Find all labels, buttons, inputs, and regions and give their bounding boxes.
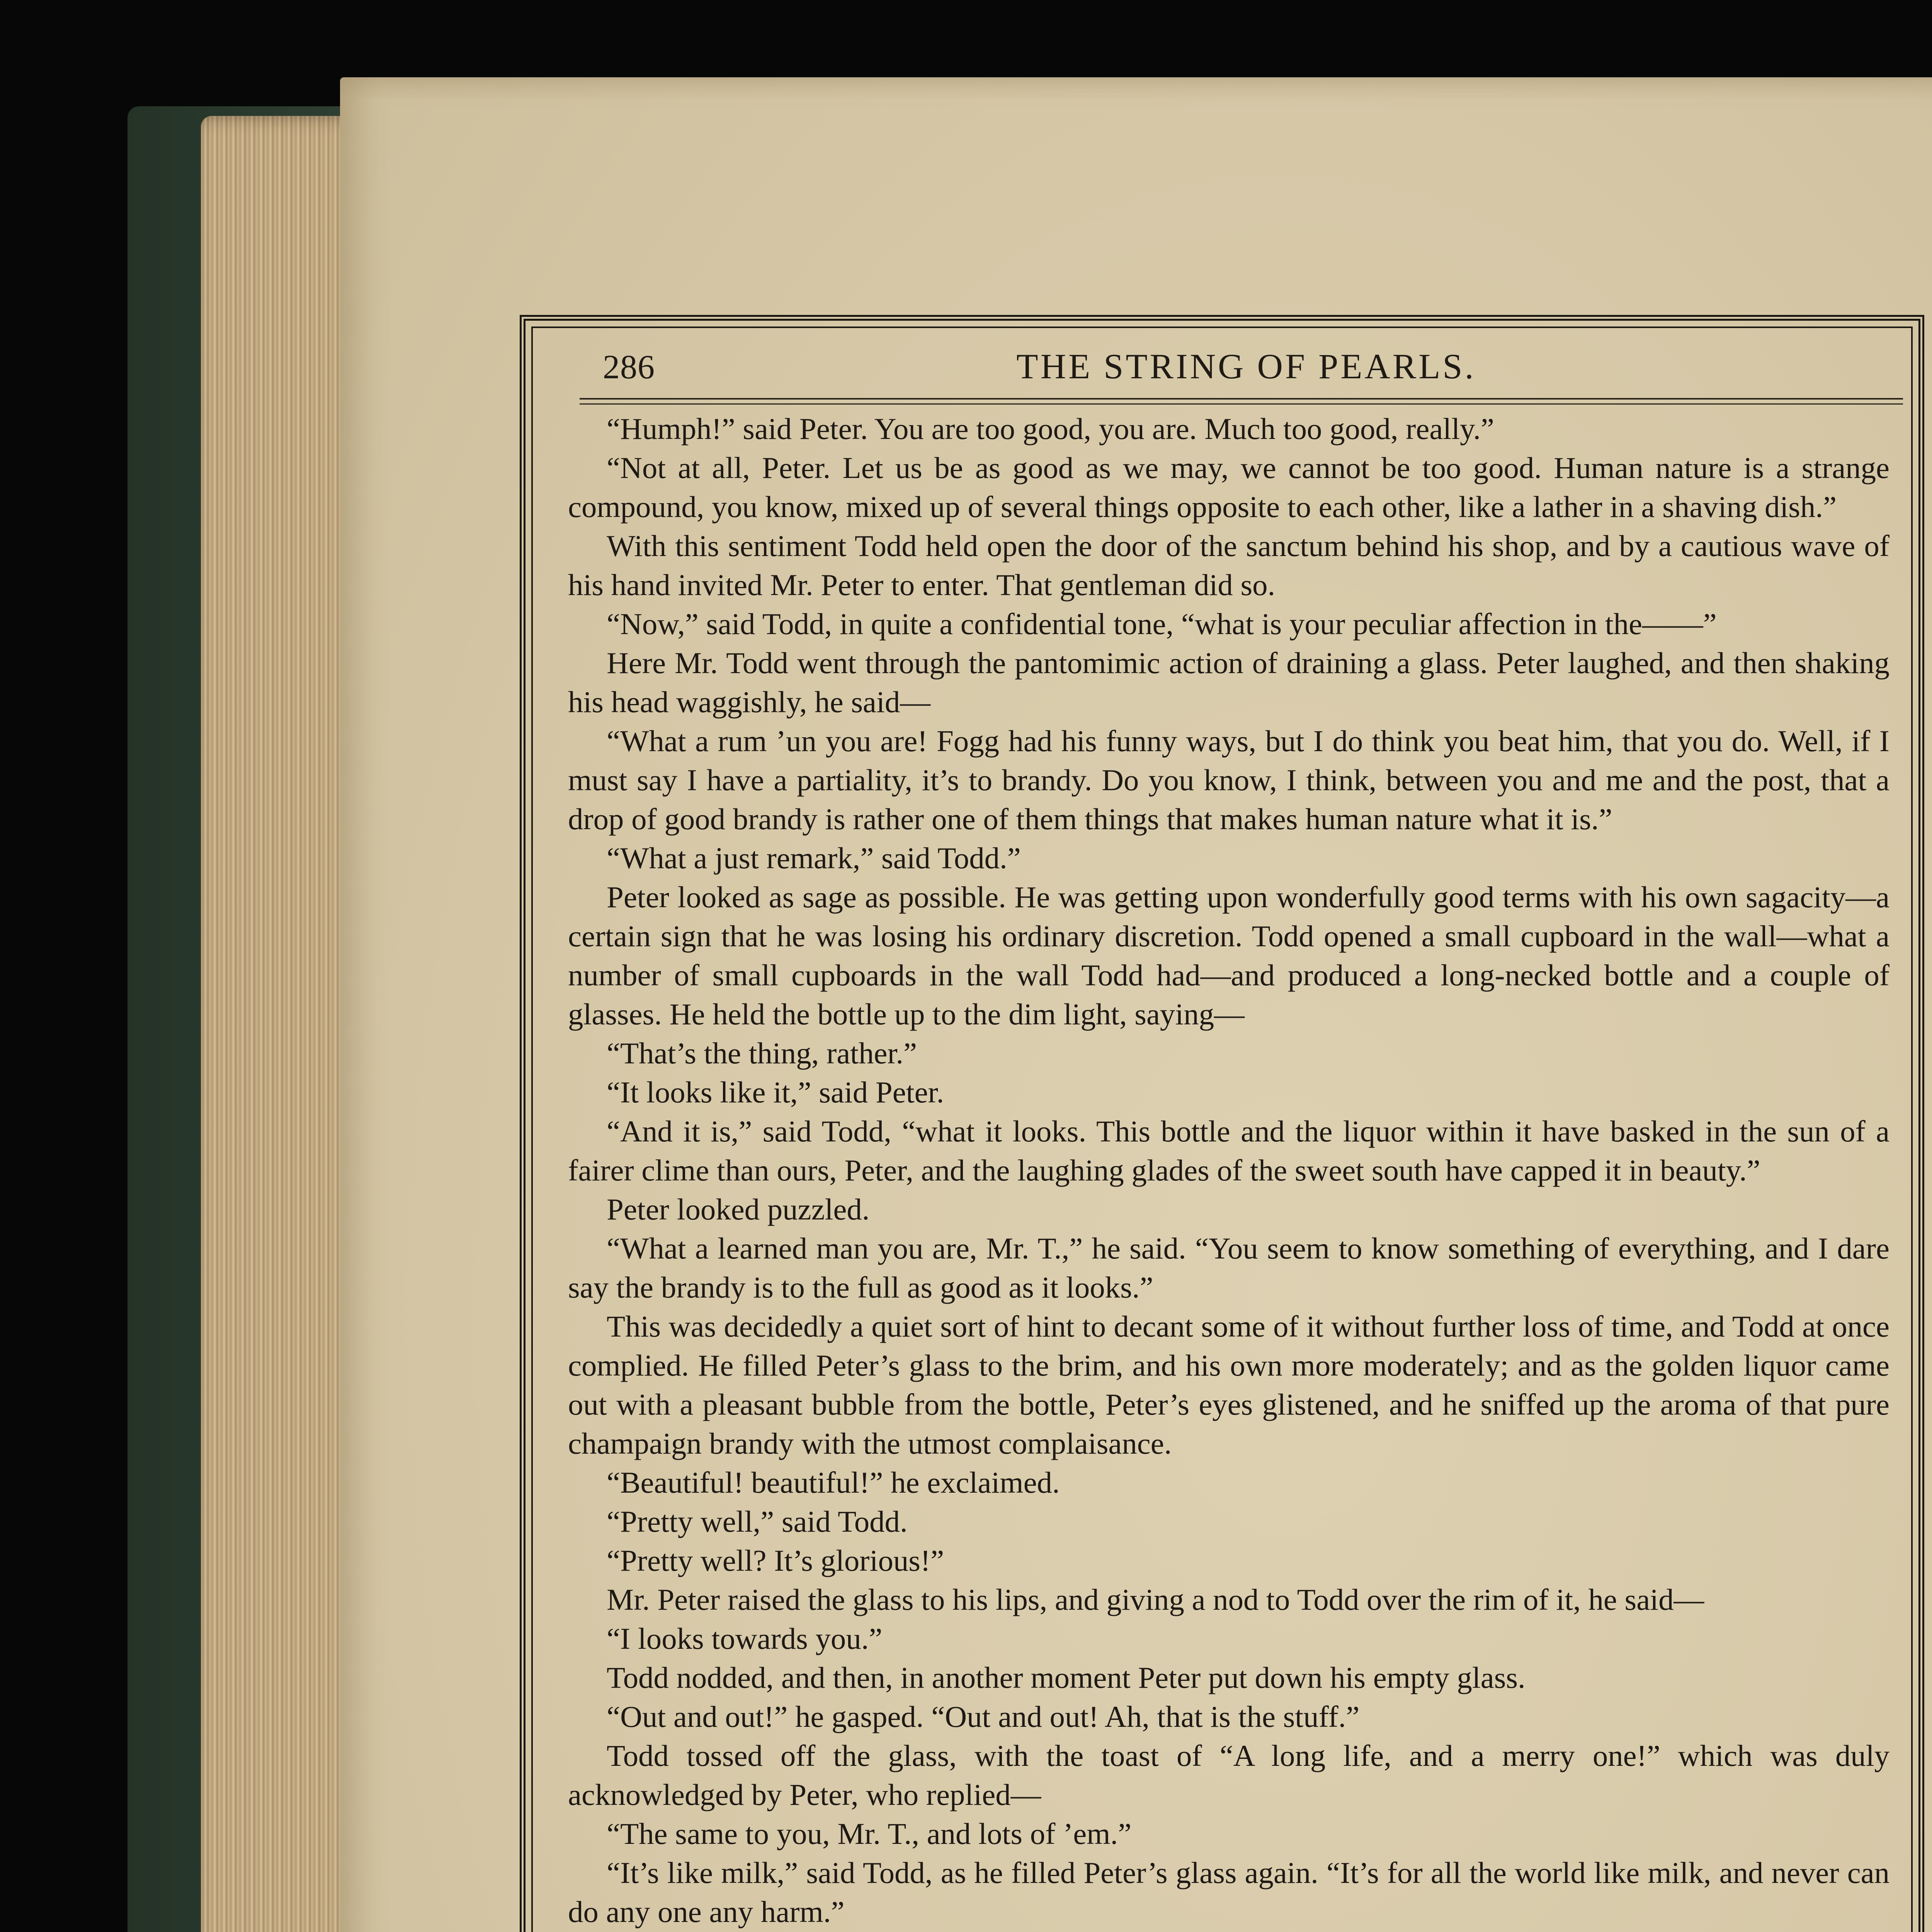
running-title: THE STRING OF PEARLS. <box>1016 347 1476 386</box>
header-rule <box>580 398 1903 405</box>
paragraph: “Beautiful! beautiful!” he exclaimed. <box>607 1466 1060 1500</box>
paragraph: With this sentiment Todd held open the door of the sanctum behind his shop, and by a cautious wave of his hand invited Mr. Peter to enter. That gentleman did so. <box>568 529 1889 602</box>
paragraph: Todd nodded, and then, in another moment Peter put down his empty glass. <box>607 1661 1526 1695</box>
paragraph: “Out and out!” he gasped. “Out and out! Ah, that is the stuff.” <box>607 1700 1360 1734</box>
paragraph: “The same to you, Mr. T., and lots of ’em.” <box>607 1817 1132 1851</box>
paragraph: “Now,” said Todd, in quite a confidential tone, “what is your peculiar affection in the——” <box>607 607 1717 641</box>
paragraph: “What a learned man you are, Mr. T.,” he said. “You seem to know something of everything, and I dare say the brandy is to the full as good as it looks.” <box>568 1232 1889 1304</box>
paragraph: “What a just remark,” said Todd.” <box>607 842 1021 875</box>
paragraph: Here Mr. Todd went through the pantomimic action of draining a glass. Peter laughed, and then shaking his head waggishly, he said— <box>568 646 1889 719</box>
paragraph: Peter looked as sage as possible. He was getting upon wonderfully good terms with his own sagacity—a certain sign that he was losing his ordinary discretion. Todd opened a small cupboard in the wall—what a number of small cupboards in the wall Todd had—and produced a long-necked bottle and a couple of glasses. He held the bottle up to the dim light, saying— <box>568 881 1889 1031</box>
paragraph: Mr. Peter raised the glass to his lips, and giving a nod to Todd over the rim of it, he said— <box>607 1583 1704 1617</box>
paragraph: “Pretty well? It’s glorious!” <box>607 1544 944 1578</box>
body-text <box>568 410 1889 1932</box>
paragraph: “It looks like it,” said Peter. <box>607 1076 944 1109</box>
page-number: 286 <box>603 349 655 386</box>
paragraph: “What a rum ’un you are! Fogg had his funny ways, but I do think you beat him, that you do. Well, if I must say I have a partiality, it’s to brandy. Do you know, I think, between you and me and the post, that a drop of good brandy is rather one of them things that makes human nature what it is.” <box>568 724 1889 836</box>
paragraph: “It’s like milk,” said Todd, as he filled Peter’s glass again. “It’s for all the world like milk, and never can do any one any harm.” <box>568 1856 1889 1929</box>
paragraph: Peter looked puzzled. <box>607 1193 870 1226</box>
paragraph: “Pretty well,” said Todd. <box>607 1505 908 1539</box>
paragraph: “I looks towards you.” <box>607 1622 883 1656</box>
paragraph: “Not at all, Peter. Let us be as good as we may, we cannot be too good. Human nature is a strange compound, you know, mixed up of several things opposite to each other, like a lather in a shaving dish.” <box>568 451 1889 524</box>
paragraph: “And it is,” said Todd, “what it looks. This bottle and the liquor within it have basked in the sun of a fairer clime than ours, Peter, and the laughing glades of the sweet south have capped it in beauty.” <box>568 1115 1889 1187</box>
paragraph: This was decidedly a quiet sort of hint to decant some of it without further loss of time, and Todd at once complied. He filled Peter’s glass to the brim, and his own more moderately; and as the golden liquor came out with a pleasant bubble from the bottle, Peter’s eyes glistened, and he sniffed up the aroma of that pure champaign brandy with the utmost complaisance. <box>568 1310 1889 1461</box>
paragraph: Todd tossed off the glass, with the toast of “A long life, and a merry one!” which was duly acknowledged by Peter, who replied— <box>568 1739 1889 1812</box>
paragraph: “Humph!” said Peter. You are too good, you are. Much too good, really.” <box>607 412 1495 446</box>
paragraph: “That’s the thing, rather.” <box>607 1037 917 1070</box>
page-header <box>603 340 1889 394</box>
